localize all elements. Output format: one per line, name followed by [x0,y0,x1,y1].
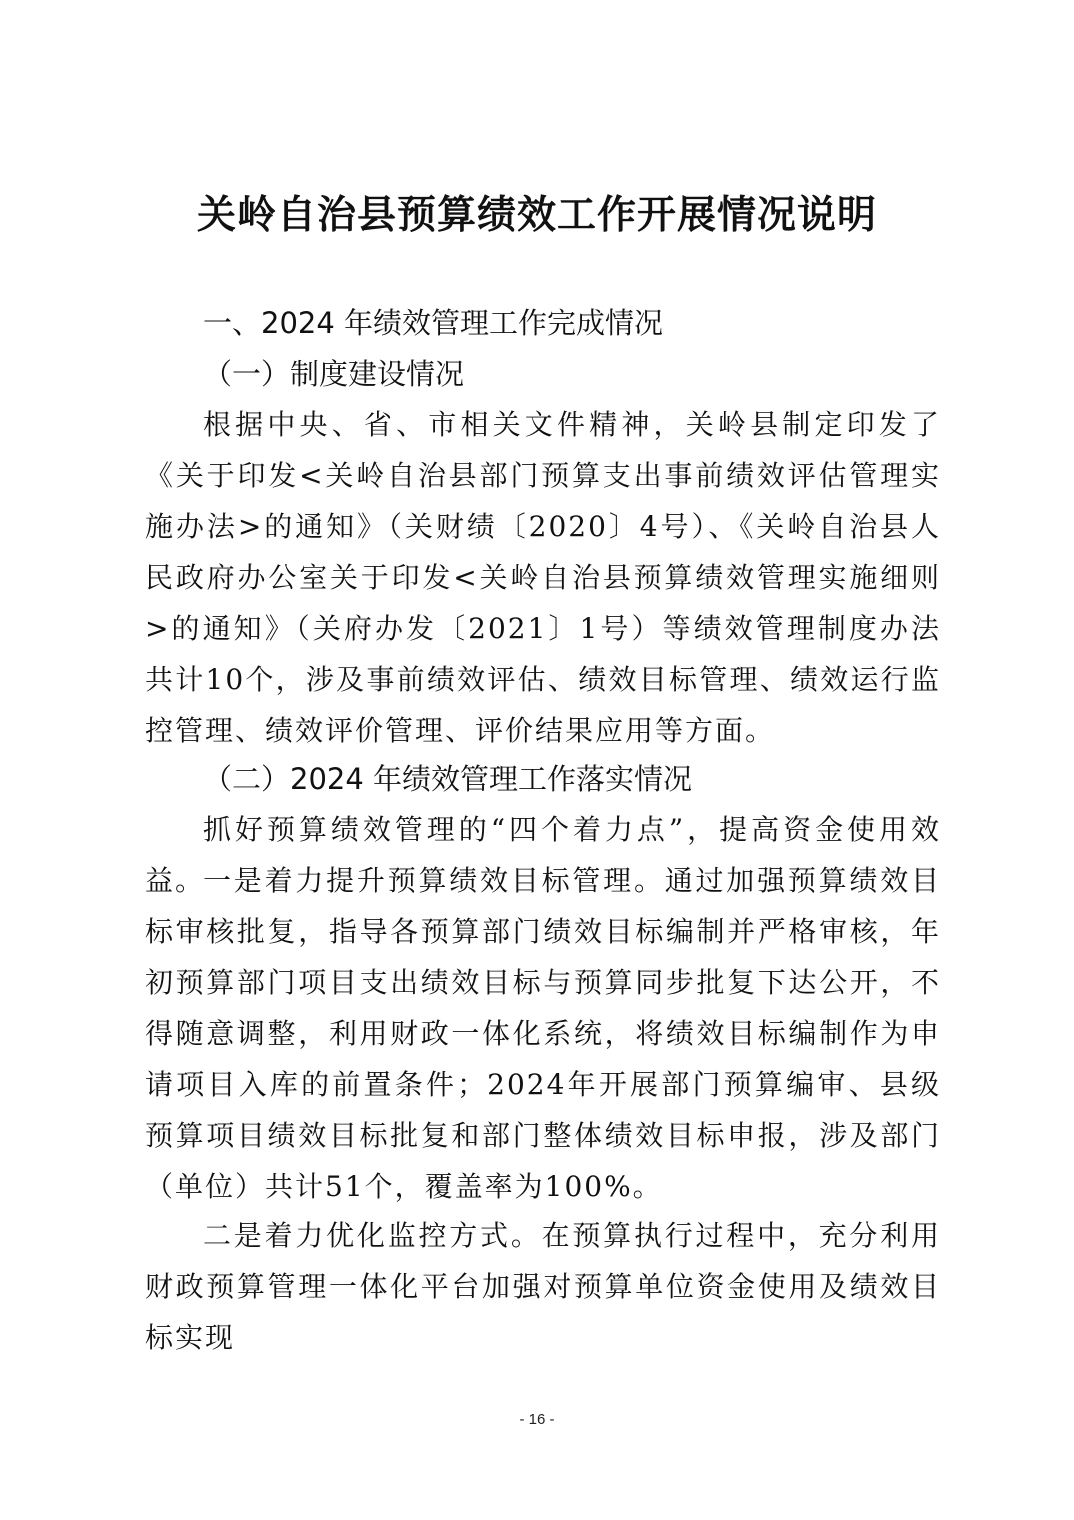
subsection-1-heading: （一）制度建设情况 [203,357,465,391]
page-number: - 16 - [519,1411,555,1428]
section-1-heading: 一、2024 年绩效管理工作完成情况 [203,306,664,340]
document-title: 关岭自治县预算绩效工作开展情况说明 [196,192,877,238]
subsection-2-heading: （二）2024 年绩效管理工作落实情况 [203,762,693,796]
subsection-2-point-1-paragraph: 一是着力提升预算绩效目标管理。通过加强预算绩效目标审核批复，指导各预算部门绩效目标编制并严格审核，年初预算部门项目支出绩效目标与预算同步批复下达公开，不得随意调整，利用财政一体化系统，将绩效目标编制作为申请项目入库的前置条件；2024年开展部门预算编审、县级预算项目绩效目标批复和部门整体绩效目标申报，涉及部门（单位）共计51个，覆盖率为100%。 [145,864,941,1203]
subsection-1-paragraph: 根据中央、省、市相关文件精神，关岭县制定印发了《关于印发<关岭自治县部门预算支出事前绩效评估管理实施办法>的通知》（关财绩〔2020〕4号）、《关岭自治县人民政府办公室关于印发<关岭自治县预算绩效管理实施细则>的通知》（关府办发〔2021〕1号）等绩效管理制度办法共计10个，涉及事前绩效评估、绩效目标管理、绩效运行监控管理、绩效评价管理、评价结果应用等方面。 [145,408,941,747]
subsection-2-intro-paragraph: 抓好预算绩效管理的“四个着力点”，提高资金使用效益。 [145,813,941,897]
subsection-2-point-2-paragraph: 二是着力优化监控方式。在预算执行过程中，充分利用财政预算管理一体化平台加强对预算单位资金使用及绩效目标实现 [145,1219,941,1354]
